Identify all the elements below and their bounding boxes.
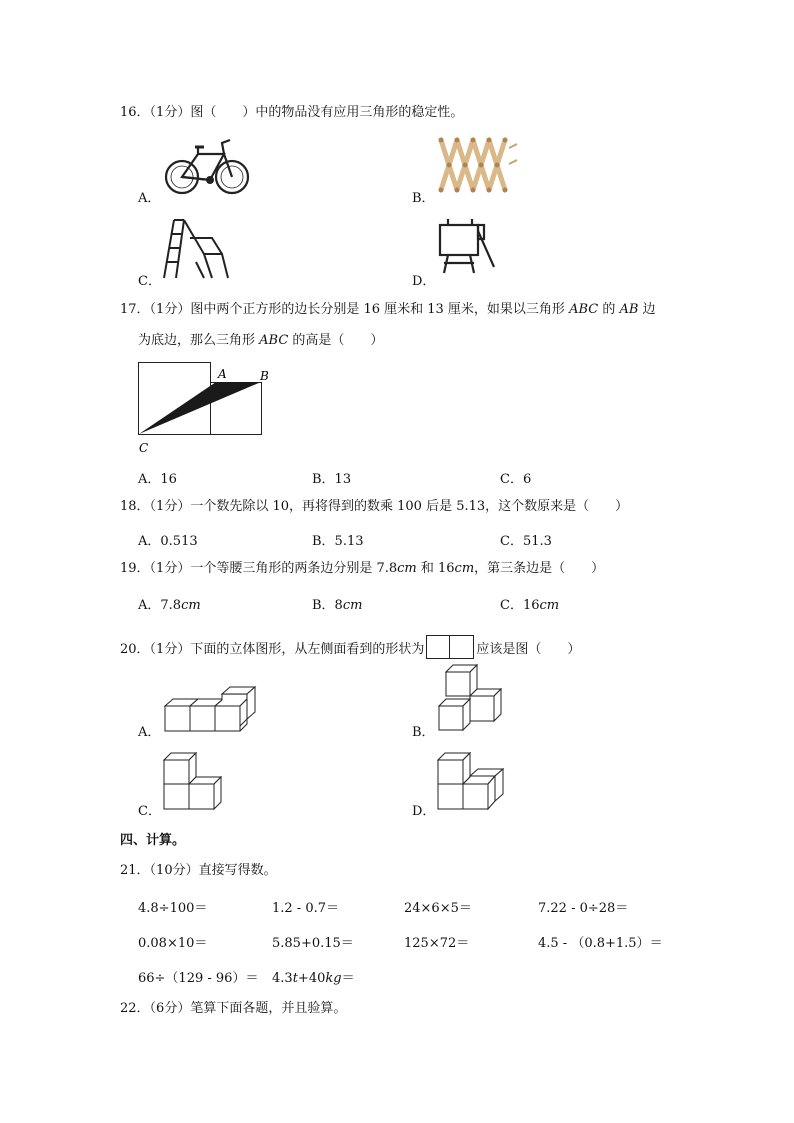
- q19-option-c: [500, 594, 559, 613]
- q19-text: 19．（1分）一个等腰三角形的两条边分别是 7.8: [120, 561, 398, 576]
- q17-text: 的: [598, 302, 620, 317]
- q18-stem: 18．（1分）一个数先除以 10，再将得到的数乘 100 后是 5.13，这个数原来是（ ）: [120, 499, 629, 514]
- q20-text: 20．（1分）下面的立体图形，从左侧面看到的形状为: [120, 642, 425, 657]
- bicycle-icon: [160, 134, 254, 196]
- calc-item: 0.08×10＝: [138, 936, 208, 951]
- q19-unit: cm: [397, 561, 417, 576]
- label-b: B: [260, 369, 269, 383]
- q16-stem: 16．（1分）图（ ）中的物品没有应用三角形的稳定性。: [120, 105, 464, 120]
- q19-option-b: [312, 594, 362, 613]
- q17-option-a: A．16: [138, 472, 177, 487]
- calc-value: 4.3: [272, 971, 293, 986]
- unit-t: t: [292, 971, 298, 986]
- q16-option-a: A．: [138, 191, 161, 206]
- step-ladder-icon: [160, 218, 230, 280]
- calc-item: 4.8÷100＝: [138, 901, 208, 916]
- cube-figure-b: [436, 662, 508, 732]
- calc-item: 4.5 - （0.8+1.5）＝: [538, 936, 663, 951]
- q17-text: 边: [638, 302, 656, 317]
- q20-option-d: D．: [412, 804, 436, 819]
- q17-option-c: C．6: [500, 472, 532, 487]
- q17-stem-line1: [120, 301, 656, 319]
- q18-option-b: B．5.13: [312, 534, 364, 549]
- q19-unit: cm: [181, 598, 201, 613]
- q19-unit: cm: [342, 598, 363, 613]
- q19-option-a-value: A．7.8: [138, 598, 182, 613]
- cube-figure-a: [162, 686, 262, 734]
- q19-option-a: [138, 594, 201, 613]
- q16-option-c: C．: [138, 274, 161, 289]
- calc-value: +40: [297, 971, 326, 986]
- calc-item: 1.2 - 0.7＝: [272, 901, 340, 916]
- q17-stem-line2: [138, 332, 383, 350]
- q20-option-a: A．: [138, 725, 161, 740]
- q17-ab: AB: [619, 302, 639, 317]
- q19-option-c-value: C．16: [500, 598, 540, 613]
- q22-stem: 22．（6分）笔算下面各题，并且验算。: [120, 1001, 347, 1016]
- two-squares-view: [426, 635, 474, 659]
- q20-option-b: B．: [412, 725, 435, 740]
- easel-icon: [434, 215, 498, 277]
- q19-unit: cm: [454, 561, 475, 576]
- q17-abc: ABC: [259, 333, 289, 348]
- calc-item: 66÷（129 - 96）＝: [138, 971, 259, 986]
- label-c: C: [139, 441, 149, 455]
- cube-figure-d: [436, 748, 508, 812]
- q17-text: 17．（1分）图中两个正方形的边长分别是 16 厘米和 13 厘米，如果以三角形: [120, 302, 570, 317]
- triangle-abc: [139, 382, 261, 434]
- q19-text: ，第三条边是（ ）: [474, 561, 605, 576]
- q20-text: 应该是图（ ）: [476, 642, 581, 657]
- q20-option-c: C．: [138, 804, 161, 819]
- q18-option-c: C．51.3: [500, 534, 552, 549]
- label-a: A: [218, 367, 227, 381]
- q16-option-b: B．: [412, 191, 435, 206]
- folding-rack-icon: [435, 134, 521, 196]
- q17-text: 的高是（ ）: [288, 333, 384, 348]
- q18-option-a: A．0.513: [138, 534, 198, 549]
- q20-stem: [120, 635, 580, 659]
- q16-option-d: D．: [412, 274, 436, 289]
- calc-item: 24×6×5＝: [404, 901, 472, 916]
- unit-kg: kg: [325, 971, 342, 986]
- calc-item: 5.85+0.15＝: [272, 936, 354, 951]
- q17-abc: ABC: [569, 302, 599, 317]
- q19-text: 和 16: [416, 561, 455, 576]
- section-4-title: 四、计算。: [120, 833, 186, 848]
- q19-stem: [120, 560, 604, 578]
- q21-stem: 21．（10分）直接写得数。: [120, 863, 277, 878]
- equals-sign: ＝: [341, 971, 355, 986]
- q17-squares-figure: [136, 360, 276, 460]
- calc-item-units: [272, 967, 355, 986]
- q17-option-b: B．13: [312, 472, 352, 487]
- calc-item: 7.22 - 0÷28＝: [538, 901, 629, 916]
- calc-item: 125×72＝: [404, 936, 470, 951]
- q17-text: 为底边，那么三角形: [138, 333, 260, 348]
- q19-unit: cm: [539, 598, 560, 613]
- cube-figure-c: [162, 748, 228, 812]
- q19-option-b-value: B．8: [312, 598, 343, 613]
